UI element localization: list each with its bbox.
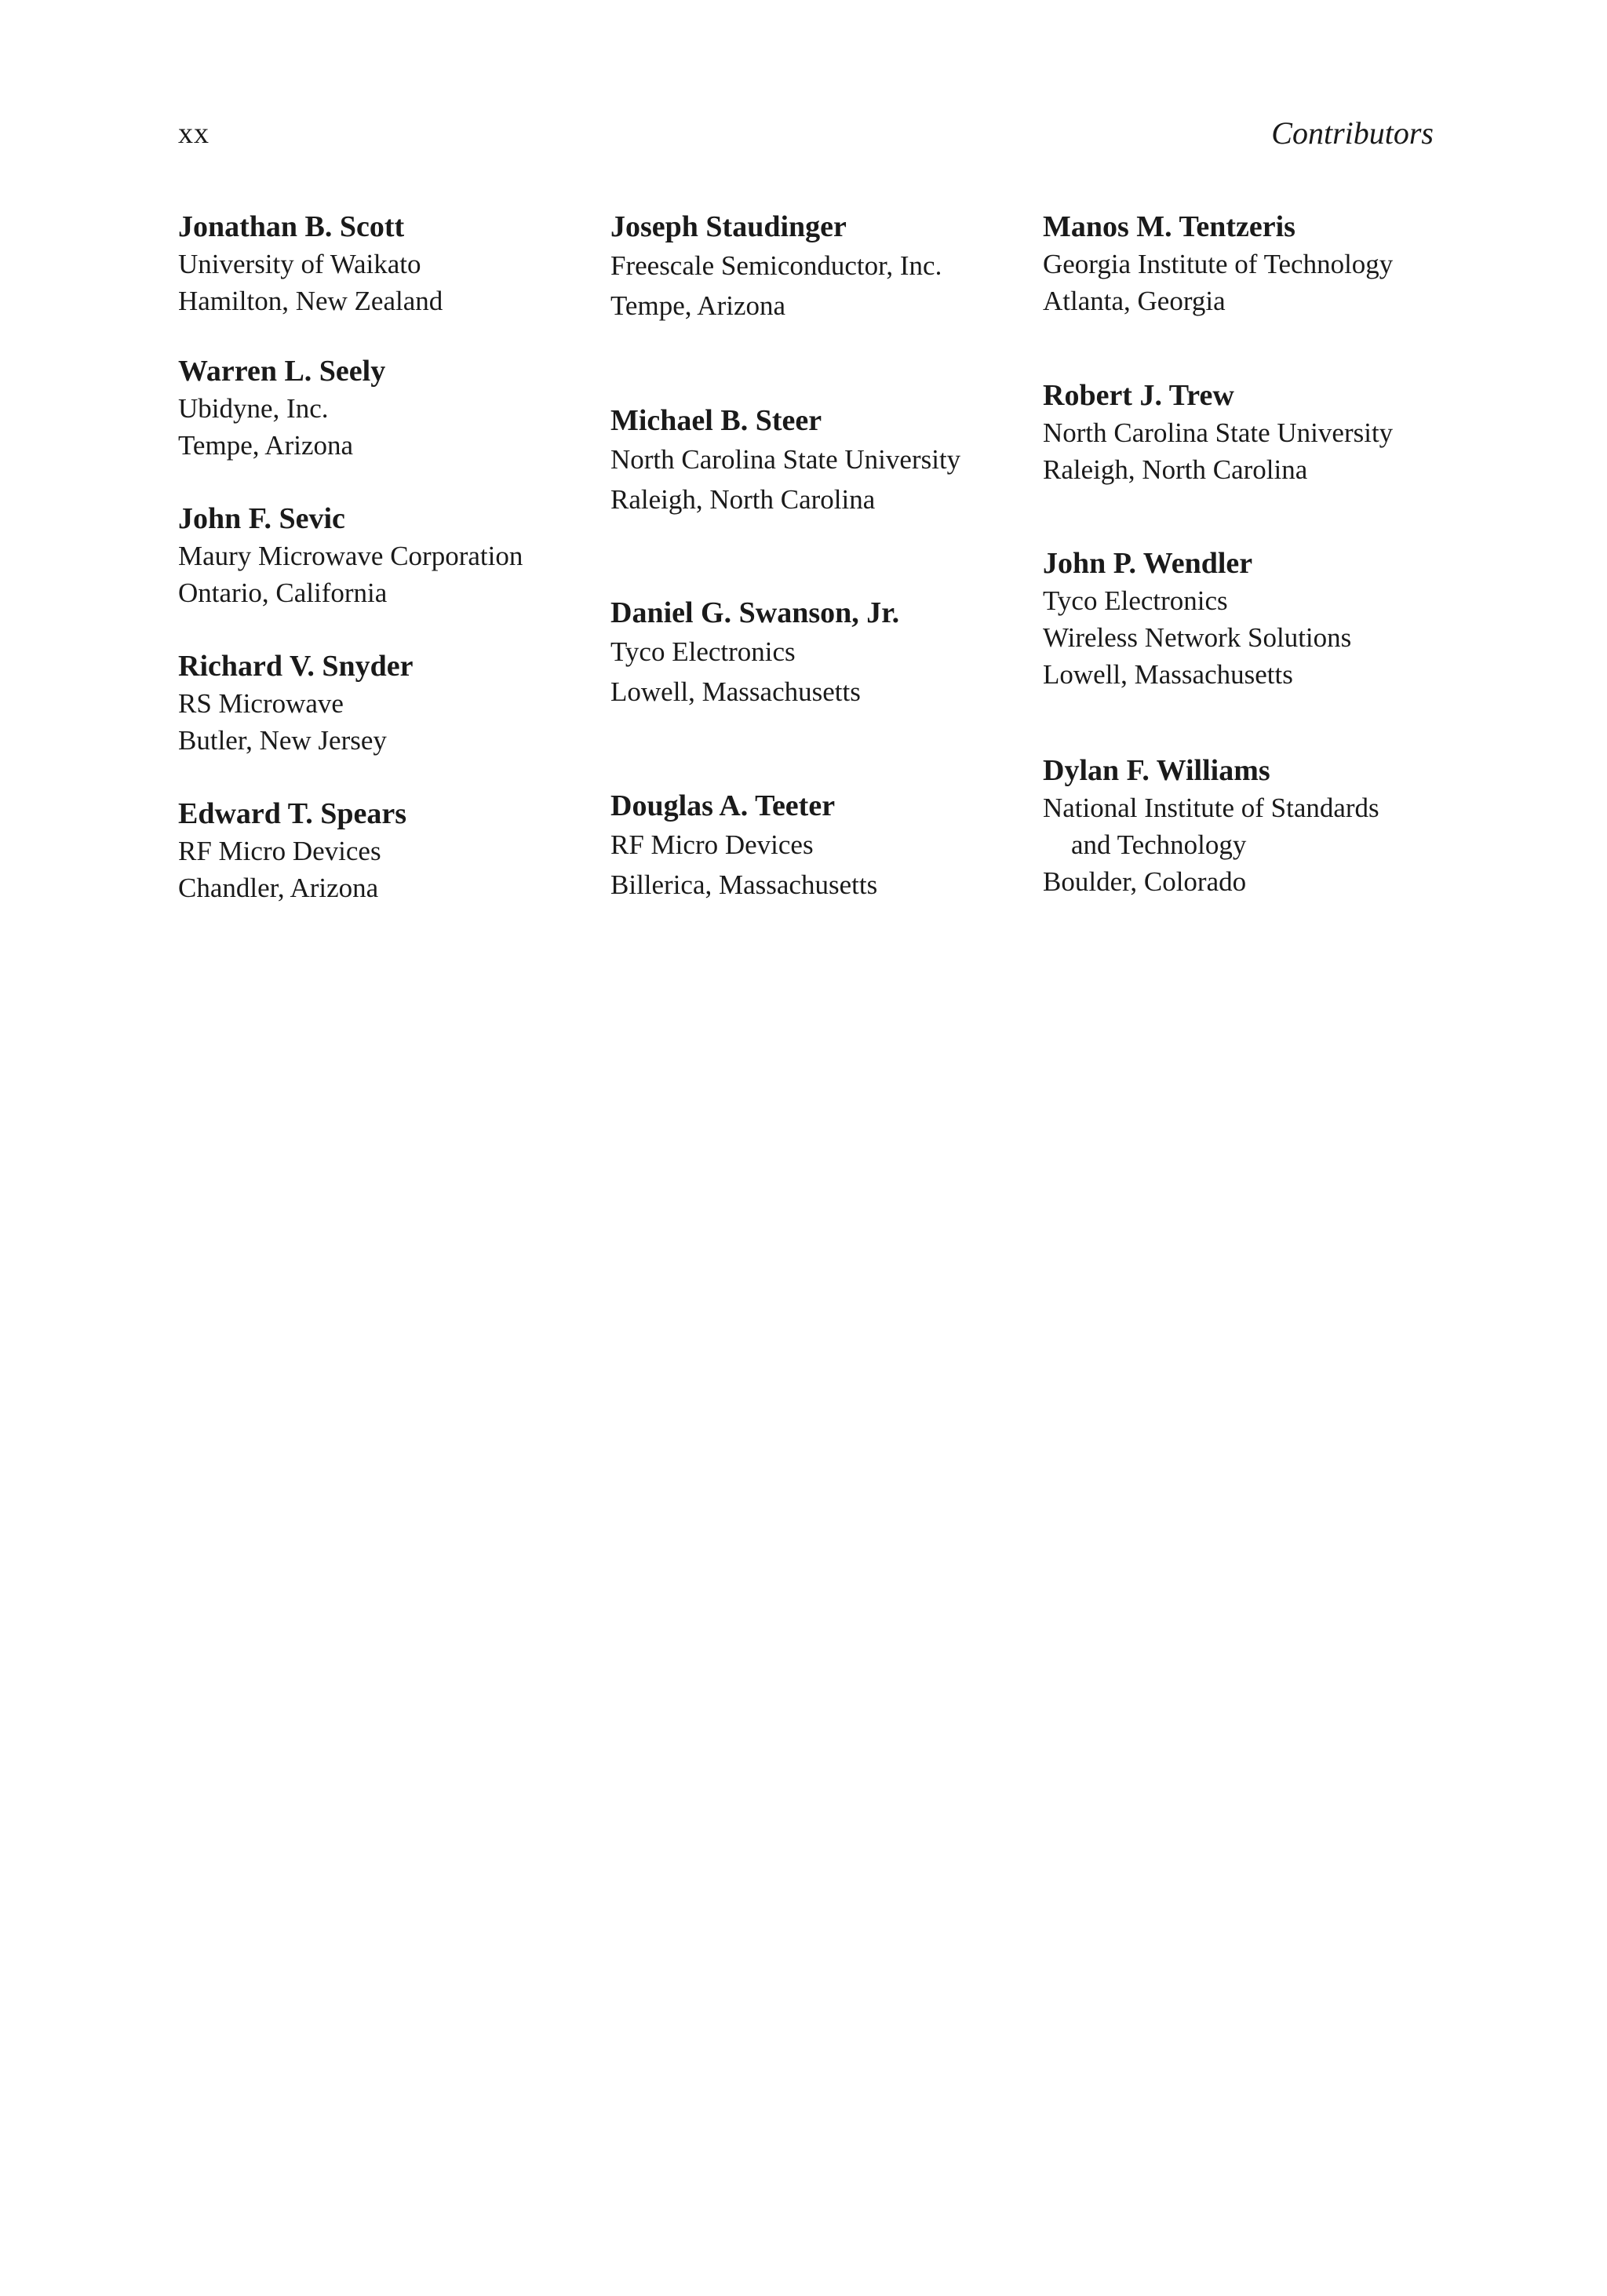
contributor-location: Atlanta, Georgia [1043,286,1226,316]
contributor-location: Butler, New Jersey [178,725,387,756]
contributor-location: Hamilton, New Zealand [178,286,443,316]
contributor-name: Daniel G. Swanson, Jr. [610,596,900,629]
contributor-location: Tempe, Arizona [178,430,354,461]
contributor-department: Wireless Network Solutions [1043,622,1352,653]
contributor-name: John F. Sevic [178,502,345,535]
contributor-entry [178,352,586,464]
contributor-location: Tempe, Arizona [610,290,786,321]
contributor-name: Richard V. Snyder [178,650,414,683]
contributor-entry [1043,377,1451,488]
contributor-affiliation: Ubidyne, Inc. [178,393,329,424]
section-title: Contributors [1271,115,1434,151]
contributor-name: Jonathan B. Scott [178,210,405,243]
contributor-affiliation: University of Waikato [178,249,421,279]
contributor-entry [178,795,586,906]
contributor-location: Lowell, Massachusetts [610,676,861,707]
contributor-affiliation: North Carolina State University [1043,417,1394,448]
contributor-entry [610,402,1018,519]
contributor-name: Manos M. Tentzeris [1043,210,1295,243]
contributor-name: Dylan F. Williams [1043,754,1270,787]
contributor-location: Boulder, Colorado [1043,866,1247,897]
contributor-name: Robert J. Trew [1043,379,1234,412]
contributor-entry [178,208,586,319]
contributor-location: Lowell, Massachusetts [1043,659,1293,690]
contributor-affiliation: RF Micro Devices [178,836,381,866]
contributor-entry [178,647,586,759]
contributor-affiliation: National Institute of Standards [1043,793,1379,823]
contributor-name: John P. Wendler [1043,547,1253,580]
contributor-affiliation: RS Microwave [178,688,344,719]
contributor-affiliation: Tyco Electronics [610,636,796,667]
contributor-entry [1043,752,1451,900]
contributor-affiliation: Tyco Electronics [1043,585,1228,616]
contributor-affiliation: RF Micro Devices [610,829,814,860]
contributor-affiliation: Freescale Semiconductor, Inc. [610,250,942,281]
contributor-location: Chandler, Arizona [178,873,379,903]
contributor-location: Raleigh, North Carolina [1043,454,1308,485]
contributor-entry [1043,208,1451,319]
contributor-name: Joseph Staudinger [610,210,847,243]
contributor-affiliation: Georgia Institute of Technology [1043,249,1394,279]
contributor-entry [1043,545,1451,693]
contributor-affiliation: North Carolina State University [610,444,961,475]
contributor-name: Edward T. Spears [178,797,407,830]
contributor-location: Raleigh, North Carolina [610,484,876,515]
contributor-affiliation: Maury Microwave Corporation [178,541,523,571]
contributor-entry [610,787,1018,905]
contributor-location: Ontario, California [178,578,388,608]
contributor-affiliation-continued: and Technology [1071,829,1247,860]
contributor-location: Billerica, Massachusetts [610,869,878,900]
page-number: xx [178,117,210,150]
contributor-name: Douglas A. Teeter [610,789,836,822]
contributor-name: Michael B. Steer [610,404,822,437]
contributor-entry [610,594,1018,712]
contributor-entry [178,500,586,611]
contributor-name: Warren L. Seely [178,355,386,388]
contributor-entry [610,208,1018,326]
